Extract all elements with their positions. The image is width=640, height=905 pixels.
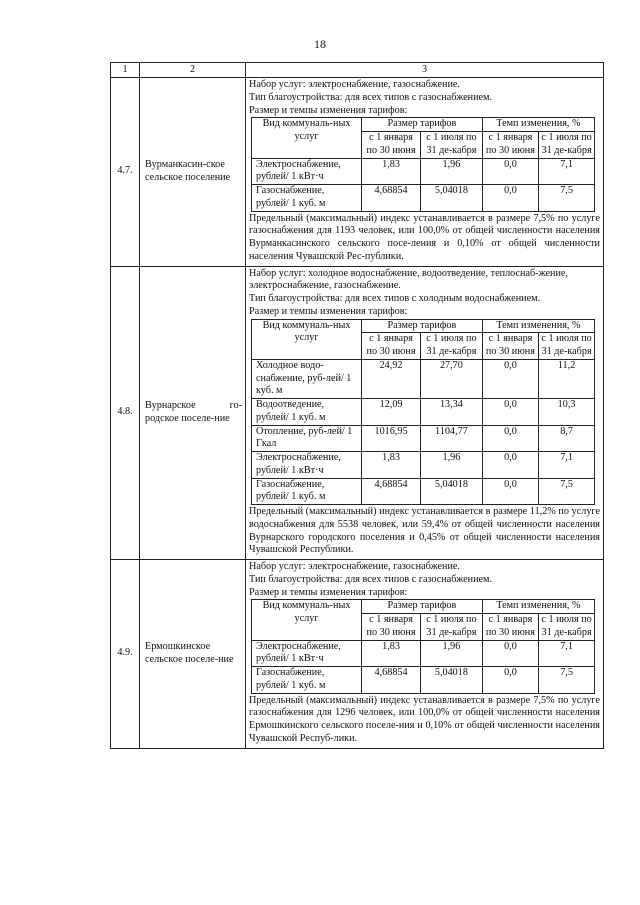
- rate-jan-jun: 0,0: [482, 158, 538, 185]
- settlement-row: [111, 560, 604, 749]
- service-name: Газоснабжение, рублей/ 1 куб. м: [252, 185, 362, 212]
- period-header: с 1 января по 30 июня: [362, 333, 421, 360]
- limit-index-note: Предельный (максимальный) индекс устанавливается в размере 11,2% по услуге водоснабжения для 5538 человек, или 59,4% от общей численности населения Вурнарского городского поселения и 0,45% от общей численности населения Чувашской Республики.: [249, 506, 600, 556]
- rate-jul-dec: 7,5: [539, 667, 595, 694]
- tariff-jan-jun: 12,09: [362, 399, 421, 426]
- tariff-jul-dec: 1,96: [421, 452, 483, 479]
- tariff-subtable: [251, 599, 595, 693]
- tariff-jul-dec: 1104,77: [421, 425, 483, 452]
- item-number: 4.9.: [111, 560, 140, 749]
- rate-jan-jun: 0,0: [482, 425, 538, 452]
- services-set: Набор услуг: электроснабжение, газоснабжение.: [249, 79, 460, 90]
- services-set: Набор услуг: холодное водоснабжение, водоотведение, теплоснаб-жение, электроснабжение, газоснабжение.: [249, 267, 568, 292]
- improvement-type: Тип благоустройства: для всех типов с газоснабжением.: [249, 91, 493, 103]
- tariff-row: [252, 399, 595, 426]
- rate-jul-dec: 7,1: [539, 452, 595, 479]
- rate-jan-jun: 0,0: [482, 399, 538, 426]
- tariff-jul-dec: 13,34: [421, 399, 483, 426]
- tariff-row: [252, 185, 595, 212]
- rate-jul-dec: 7,5: [539, 478, 595, 505]
- tariff-size-heading: Размер и темпы изменения тарифов:: [249, 305, 408, 317]
- service-name: Электроснабжение, рублей/ 1 кВт·ч: [252, 640, 362, 667]
- tariff-size-header: Размер тарифов: [362, 600, 483, 614]
- tariff-jan-jun: 1,83: [362, 452, 421, 479]
- tariff-jan-jun: 24,92: [362, 359, 421, 398]
- tariff-table: [110, 62, 604, 749]
- subtable-header-row: [252, 118, 595, 132]
- rate-jul-dec: 7,1: [539, 640, 595, 667]
- rate-jul-dec: 7,5: [539, 185, 595, 212]
- rate-jan-jun: 0,0: [482, 359, 538, 398]
- limit-index-note: Предельный (максимальный) индекс устанавливается в размере 7,5% по услуге газоснабжения для 1296 человек, или 100,0% от общей численности населения Ермошкинского сельского поселе-ния и 0,10% от общей численности населения Чувашской Респуб-лики.: [249, 694, 600, 744]
- tariff-size-header: Размер тарифов: [362, 118, 483, 132]
- item-number: 4.7.: [111, 78, 140, 267]
- limit-index-note: Предельный (максимальный) индекс устанавливается в размере 7,5% по услуге газоснабжения для 1193 человек, или 100,0% от общей численности населения Вурманкасинского сельского посе-ления и 0,10% от общей численности населения Чувашской Рес-публики.: [249, 212, 600, 262]
- tariff-jan-jun: 4,68854: [362, 667, 421, 694]
- period-header: с 1 января по 30 июня: [362, 132, 421, 159]
- sections-body: [111, 78, 604, 749]
- period-header: с 1 июля по 31 де-кабря: [539, 132, 595, 159]
- item-number: 4.8.: [111, 266, 140, 560]
- tariff-jul-dec: 1,96: [421, 158, 483, 185]
- period-header: с 1 января по 30 июня: [482, 333, 538, 360]
- change-rate-header: Темп изменения, %: [482, 319, 594, 333]
- service-name: Газоснабжение, рублей/ 1 куб. м: [252, 478, 362, 505]
- period-header: с 1 января по 30 июня: [362, 614, 421, 641]
- column-number-3: 3: [246, 63, 604, 78]
- improvement-type: Тип благоустройства: для всех типов с газоснабжением.: [249, 573, 493, 585]
- settlement-row: [111, 266, 604, 560]
- settlement-row: [111, 78, 604, 267]
- period-header: с 1 января по 30 июня: [482, 132, 538, 159]
- tariff-jul-dec: 27,70: [421, 359, 483, 398]
- rate-jul-dec: 7,1: [539, 158, 595, 185]
- period-header: с 1 июля по 31 де-кабря: [539, 333, 595, 360]
- rate-jan-jun: 0,0: [482, 478, 538, 505]
- subtable-header-row: [252, 600, 595, 614]
- tariff-size-heading: Размер и темпы изменения тарифов:: [249, 104, 408, 116]
- tariff-row: [252, 359, 595, 398]
- tariff-jan-jun: 4,68854: [362, 478, 421, 505]
- service-name: Холодное водо-снабжение, руб-лей/ 1 куб. м: [252, 359, 362, 398]
- page-number: 18: [314, 37, 326, 51]
- rate-jan-jun: 0,0: [482, 667, 538, 694]
- period-header: с 1 июля по 31 де-кабря: [421, 614, 483, 641]
- tariff-size-heading: Размер и темпы изменения тарифов:: [249, 586, 408, 598]
- tariff-row: [252, 667, 595, 694]
- settlement-name: Вурнарское го-родское поселе-ние: [140, 266, 246, 560]
- services-set: Набор услуг: электроснабжение, газоснабжение.: [249, 561, 460, 572]
- rate-jan-jun: 0,0: [482, 185, 538, 212]
- column-number-2: 2: [140, 63, 246, 78]
- settlement-name: Вурманкасин-ское сельское поселение: [140, 78, 246, 267]
- tariff-jul-dec: 5,04018: [421, 478, 483, 505]
- service-name: Электроснабжение, рублей/ 1 кВт·ч: [252, 452, 362, 479]
- rate-jul-dec: 8,7: [539, 425, 595, 452]
- change-rate-header: Темп изменения, %: [482, 118, 594, 132]
- tariff-jul-dec: 5,04018: [421, 185, 483, 212]
- tariff-row: [252, 158, 595, 185]
- tariff-subtable: [251, 319, 595, 506]
- period-header: с 1 января по 30 июня: [482, 614, 538, 641]
- tariff-jan-jun: 1,83: [362, 640, 421, 667]
- settlement-details: [246, 78, 604, 267]
- column-number-row: [111, 63, 604, 78]
- tariff-row: [252, 640, 595, 667]
- period-header: с 1 июля по 31 де-кабря: [421, 132, 483, 159]
- change-rate-header: Темп изменения, %: [482, 600, 594, 614]
- subtable-header-row: [252, 319, 595, 333]
- service-kind-header: Вид коммуналь-ных услуг: [252, 118, 362, 158]
- tariff-size-header: Размер тарифов: [362, 319, 483, 333]
- rate-jul-dec: 11,2: [539, 359, 595, 398]
- tariff-jan-jun: 1016,95: [362, 425, 421, 452]
- tariff-row: [252, 478, 595, 505]
- settlement-name: Ермошкинское сельское поселе-ние: [140, 560, 246, 749]
- tariff-row: [252, 452, 595, 479]
- service-name: Отопление, руб-лей/ 1 Гкал: [252, 425, 362, 452]
- column-number-1: 1: [111, 63, 140, 78]
- rate-jan-jun: 0,0: [482, 640, 538, 667]
- rate-jul-dec: 10,3: [539, 399, 595, 426]
- period-header: с 1 июля по 31 де-кабря: [421, 333, 483, 360]
- service-kind-header: Вид коммуналь-ных услуг: [252, 319, 362, 359]
- service-name: Водоотведение, рублей/ 1 куб. м: [252, 399, 362, 426]
- tariff-row: [252, 425, 595, 452]
- tariff-jan-jun: 1,83: [362, 158, 421, 185]
- tariff-jul-dec: 1,96: [421, 640, 483, 667]
- period-header: с 1 июля по 31 де-кабря: [539, 614, 595, 641]
- settlement-details: [246, 266, 604, 560]
- service-kind-header: Вид коммуналь-ных услуг: [252, 600, 362, 640]
- tariff-jan-jun: 4,68854: [362, 185, 421, 212]
- tariff-subtable: [251, 117, 595, 211]
- settlement-details: [246, 560, 604, 749]
- rate-jan-jun: 0,0: [482, 452, 538, 479]
- service-name: Газоснабжение, рублей/ 1 куб. м: [252, 667, 362, 694]
- tariff-jul-dec: 5,04018: [421, 667, 483, 694]
- improvement-type: Тип благоустройства: для всех типов с холодным водоснабжением.: [249, 293, 541, 304]
- service-name: Электроснабжение, рублей/ 1 кВт·ч: [252, 158, 362, 185]
